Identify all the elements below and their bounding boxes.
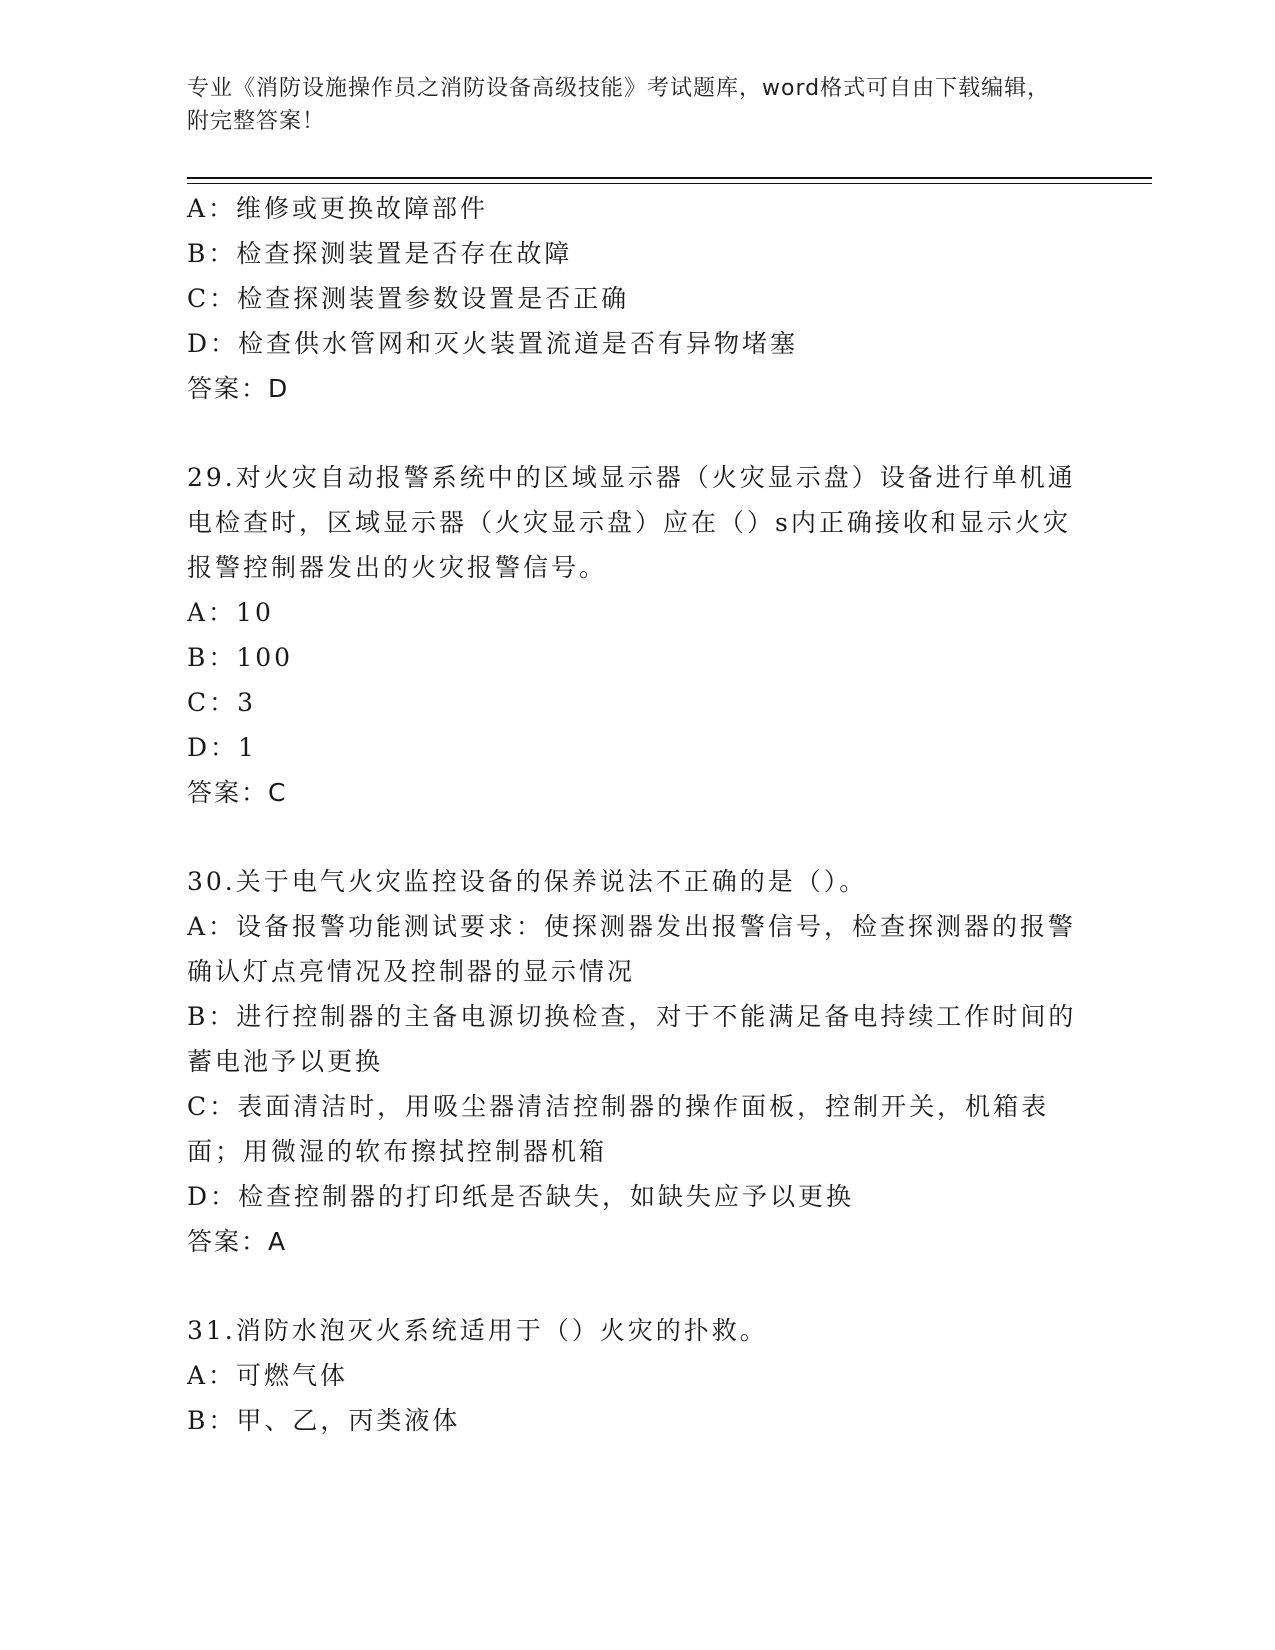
question-31 bbox=[187, 1308, 1087, 1443]
answer: 答案：D bbox=[187, 374, 290, 403]
question-stem: 29.对火灾自动报警系统中的区域显示器（火灾显示盘）设备进行单机通电检查时，区域显示器（火灾显示盘）应在（）s内正确接收和显示火灾报警控制器发出的火灾报警信号。 bbox=[187, 463, 1076, 582]
document-header: 专业《消防设施操作员之消防设备高级技能》考试题库，word格式可自由下载编辑，附完整答案！ bbox=[187, 76, 1051, 134]
option-c: C：表面清洁时，用吸尘器清洁控制器的操作面板，控制开关，机箱表面；用微湿的软布擦拭控制器机箱 bbox=[187, 1092, 1050, 1166]
question-stem: 31.消防水泡灭火系统适用于（）火灾的扑救。 bbox=[187, 1316, 768, 1345]
option-a: A：可燃气体 bbox=[187, 1361, 349, 1390]
option-d: D：1 bbox=[187, 733, 257, 762]
option-c: C：3 bbox=[187, 688, 257, 717]
option-b: B：检查探测装置是否存在故障 bbox=[187, 239, 573, 268]
question-29 bbox=[187, 455, 1087, 815]
question-28 bbox=[187, 186, 1087, 411]
option-d: D：检查控制器的打印纸是否缺失，如缺失应予以更换 bbox=[187, 1182, 855, 1211]
question-list bbox=[187, 186, 1087, 1443]
question-stem: 30.关于电气火灾监控设备的保养说法不正确的是（）。 bbox=[187, 867, 868, 896]
option-b: B：进行控制器的主备电源切换检查，对于不能满足备电持续工作时间的蓄电池予以更换 bbox=[187, 1002, 1077, 1076]
option-b: B：甲、乙，丙类液体 bbox=[187, 1406, 461, 1435]
answer: 答案：A bbox=[187, 1227, 288, 1256]
answer: 答案：C bbox=[187, 778, 288, 807]
option-a: A：10 bbox=[187, 598, 274, 627]
option-a: A：维修或更换故障部件 bbox=[187, 194, 489, 223]
header-divider-thick bbox=[187, 177, 1152, 179]
question-30 bbox=[187, 859, 1087, 1264]
option-c: C：检查探测装置参数设置是否正确 bbox=[187, 284, 630, 313]
option-d: D：检查供水管网和灭火装置流道是否有异物堵塞 bbox=[187, 329, 799, 358]
option-a: A：设备报警功能测试要求：使探测器发出报警信号，检查探测器的报警确认灯点亮情况及控制器的显示情况 bbox=[187, 912, 1077, 986]
option-b: B：100 bbox=[187, 643, 294, 672]
header-divider-thin bbox=[187, 183, 1152, 184]
